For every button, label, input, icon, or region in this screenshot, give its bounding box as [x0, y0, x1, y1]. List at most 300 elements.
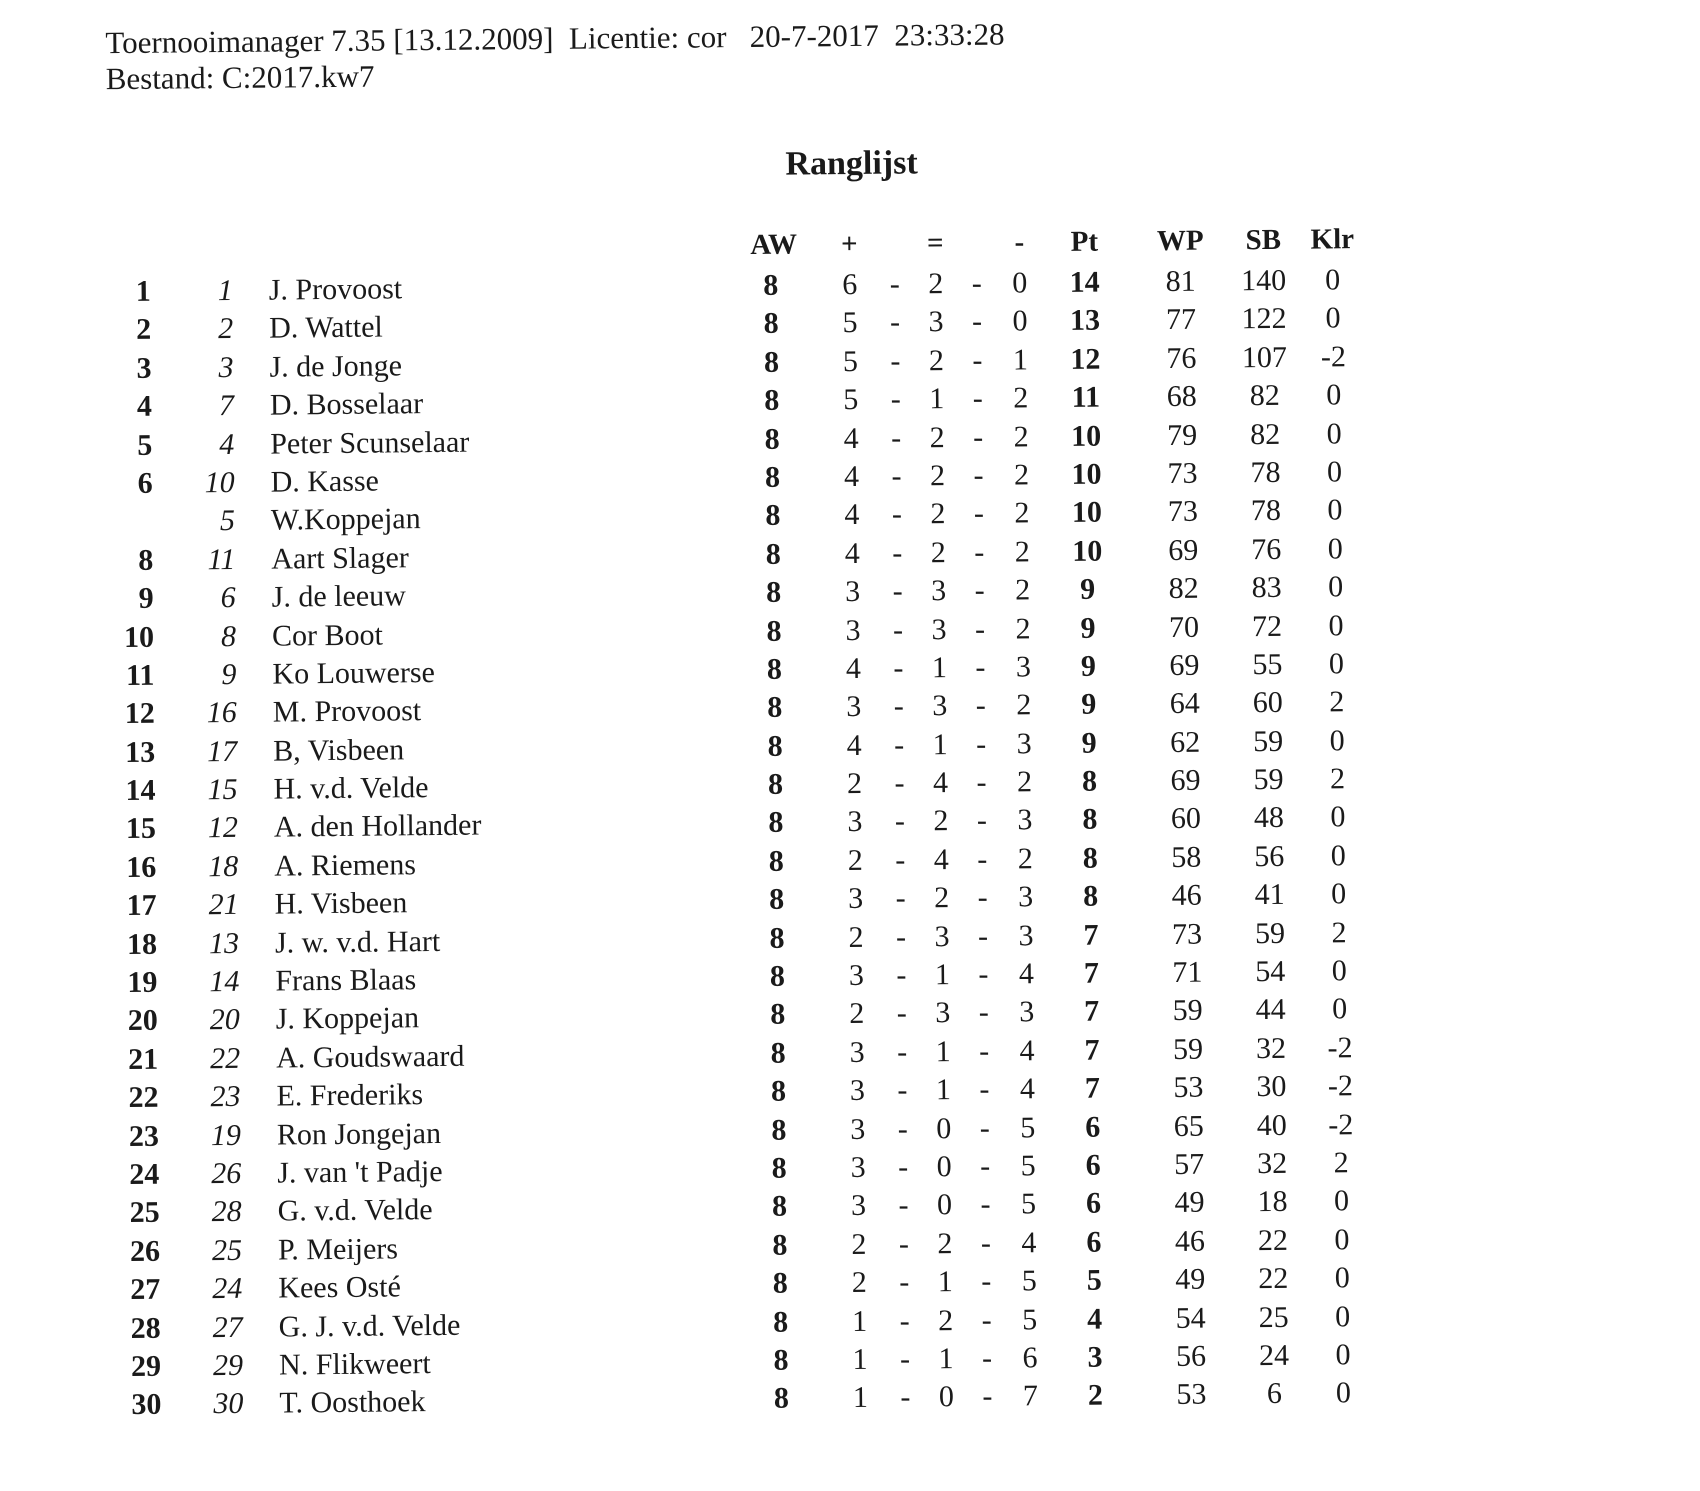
wins-cell: 4	[837, 537, 867, 571]
points-cell: 9	[1058, 649, 1118, 684]
wins-cell: 4	[837, 498, 867, 532]
sb-cell: 56	[1234, 840, 1304, 875]
separator-dash: -	[968, 651, 992, 685]
separator-dash: -	[888, 843, 912, 877]
sb-cell: 22	[1238, 1223, 1308, 1258]
previous-rank-cell: 14	[189, 965, 239, 999]
separator-dash: -	[890, 997, 914, 1031]
player-name-cell: Kees Osté	[278, 1271, 401, 1306]
separator-dash: -	[971, 958, 995, 992]
page-title: Ranglijst	[1, 137, 1700, 191]
player-name-cell: D. Kasse	[270, 464, 379, 499]
wins-cell: 3	[843, 1151, 873, 1185]
losses-cell: 1	[1005, 343, 1035, 377]
draws-cell: 3	[924, 574, 954, 608]
games-played-cell: 8	[755, 768, 795, 802]
games-played-cell: 8	[754, 576, 794, 610]
separator-dash: -	[885, 536, 909, 570]
losses-cell: 2	[1006, 381, 1036, 415]
rank-cell: 2	[103, 313, 151, 347]
draws-cell: 1	[925, 728, 955, 762]
draws-cell: 1	[922, 382, 952, 416]
previous-rank-cell: 7	[184, 389, 234, 423]
separator-dash: -	[973, 1150, 997, 1184]
sb-cell: 140	[1229, 264, 1299, 299]
wins-cell: 2	[844, 1266, 874, 1300]
rank-cell: 8	[105, 543, 153, 577]
column-header-aw: AW	[750, 229, 790, 262]
previous-rank-cell: 25	[192, 1234, 242, 1268]
rank-cell: 25	[111, 1196, 159, 1230]
separator-dash: -	[889, 920, 913, 954]
rank-cell: 11	[106, 659, 154, 693]
rank-cell: 12	[107, 697, 155, 731]
points-cell: 13	[1055, 304, 1115, 339]
losses-cell: 6	[1015, 1341, 1045, 1375]
player-name-cell: B, Visbeen	[273, 733, 404, 768]
previous-rank-cell: 23	[190, 1080, 240, 1114]
losses-cell: 4	[1014, 1226, 1044, 1260]
separator-dash: -	[969, 727, 993, 761]
wp-cell: 64	[1155, 687, 1215, 722]
wp-cell: 69	[1154, 648, 1214, 683]
separator-dash: -	[973, 1111, 997, 1145]
draws-cell: 0	[931, 1380, 961, 1414]
draws-cell: 2	[922, 421, 952, 455]
klr-cell: 0	[1309, 954, 1369, 989]
sb-cell: 22	[1238, 1262, 1308, 1297]
games-played-cell: 8	[759, 1152, 799, 1186]
klr-cell: 2	[1307, 685, 1367, 720]
draws-cell: 2	[921, 267, 951, 301]
column-header-wins: +	[834, 228, 864, 261]
separator-dash: -	[966, 382, 990, 416]
klr-cell: 0	[1308, 801, 1368, 836]
losses-cell: 3	[1011, 919, 1041, 953]
klr-cell: 0	[1306, 609, 1366, 644]
points-cell: 6	[1063, 1187, 1123, 1222]
draws-cell: 3	[928, 996, 958, 1030]
sb-cell: 82	[1230, 379, 1300, 414]
sb-cell: 83	[1232, 571, 1302, 606]
previous-rank-cell: 29	[193, 1349, 243, 1383]
points-cell: 10	[1057, 534, 1117, 569]
separator-dash: -	[893, 1342, 917, 1376]
klr-cell: 0	[1312, 1261, 1372, 1296]
klr-cell: 2	[1311, 1146, 1371, 1181]
draws-cell: 4	[925, 766, 955, 800]
points-cell: 7	[1061, 918, 1121, 953]
rank-cell: 17	[109, 889, 157, 923]
separator-dash: -	[973, 1188, 997, 1222]
separator-dash: -	[967, 497, 991, 531]
previous-rank-cell: 20	[190, 1003, 240, 1037]
separator-dash: -	[883, 306, 907, 340]
losses-cell: 5	[1014, 1264, 1044, 1298]
losses-cell: 3	[1008, 650, 1038, 684]
points-cell: 12	[1055, 342, 1115, 377]
previous-rank-cell: 19	[191, 1118, 241, 1152]
sb-cell: 82	[1230, 417, 1300, 452]
sb-cell: 30	[1236, 1070, 1306, 1105]
player-name-cell: Ron Jongejan	[277, 1117, 441, 1153]
wp-cell: 56	[1161, 1339, 1221, 1374]
sb-cell: 107	[1229, 340, 1299, 375]
wp-cell: 76	[1151, 341, 1211, 376]
separator-dash: -	[889, 958, 913, 992]
rank-cell: 18	[109, 927, 157, 961]
draws-cell: 1	[928, 1035, 958, 1069]
klr-cell: -2	[1311, 1108, 1371, 1143]
separator-dash: -	[884, 421, 908, 455]
losses-cell: 5	[1013, 1188, 1043, 1222]
separator-dash: -	[887, 728, 911, 762]
wp-cell: 73	[1153, 495, 1213, 530]
wins-cell: 3	[839, 690, 869, 724]
wins-cell: 4	[838, 652, 868, 686]
sb-cell: 76	[1231, 532, 1301, 567]
losses-cell: 5	[1013, 1149, 1043, 1183]
klr-cell: 0	[1303, 301, 1363, 336]
draws-cell: 2	[923, 497, 953, 531]
rank-cell: 9	[106, 582, 154, 616]
separator-dash: -	[970, 881, 994, 915]
player-name-cell: D. Bosselaar	[270, 387, 424, 422]
draws-cell: 3	[927, 920, 957, 954]
player-name-cell: H. Visbeen	[274, 887, 407, 922]
draws-cell: 0	[929, 1112, 959, 1146]
wp-cell: 62	[1155, 725, 1215, 760]
separator-dash: -	[972, 1034, 996, 1068]
games-played-cell: 8	[761, 1305, 801, 1339]
wins-cell: 3	[843, 1112, 873, 1146]
rank-cell: 5	[104, 428, 152, 462]
losses-cell: 2	[1008, 612, 1038, 646]
draws-cell: 3	[921, 305, 951, 339]
points-cell: 3	[1065, 1340, 1125, 1375]
games-played-cell: 8	[751, 269, 791, 303]
games-played-cell: 8	[759, 1113, 799, 1147]
separator-dash: -	[892, 1227, 916, 1261]
wins-cell: 2	[842, 997, 872, 1031]
wp-cell: 54	[1161, 1301, 1221, 1336]
header-program-line: Toernooimanager 7.35 [13.12.2009] Licentie: cor 20-7-2017 23:33:28	[105, 17, 1005, 62]
klr-cell: 0	[1305, 532, 1365, 567]
games-played-cell: 8	[754, 652, 794, 686]
separator-dash: -	[887, 690, 911, 724]
player-name-cell: J. Koppejan	[276, 1002, 420, 1037]
klr-cell: 0	[1306, 570, 1366, 605]
losses-cell: 2	[1007, 497, 1037, 531]
wins-cell: 6	[835, 268, 865, 302]
player-name-cell: P. Meijers	[278, 1232, 398, 1267]
wins-cell: 3	[838, 575, 868, 609]
previous-rank-cell: 15	[187, 773, 237, 807]
separator-dash: -	[884, 383, 908, 417]
sb-cell: 54	[1235, 955, 1305, 990]
previous-rank-cell: 16	[187, 696, 237, 730]
sb-cell: 32	[1236, 1031, 1306, 1066]
wins-cell: 3	[842, 1036, 872, 1070]
previous-rank-cell: 30	[193, 1387, 243, 1421]
games-played-cell: 8	[761, 1382, 801, 1416]
draws-cell: 0	[929, 1188, 959, 1222]
wins-cell: 2	[840, 844, 870, 878]
sb-cell: 41	[1234, 878, 1304, 913]
player-name-cell: J. de Jonge	[269, 349, 402, 384]
wp-cell: 69	[1153, 533, 1213, 568]
points-cell: 10	[1056, 457, 1116, 492]
losses-cell: 0	[1005, 305, 1035, 339]
separator-dash: -	[885, 498, 909, 532]
points-cell: 5	[1064, 1264, 1124, 1299]
klr-cell: 0	[1308, 877, 1368, 912]
losses-cell: 4	[1012, 1034, 1042, 1068]
separator-dash: -	[972, 996, 996, 1030]
klr-cell: 0	[1312, 1223, 1372, 1258]
draws-cell: 1	[930, 1265, 960, 1299]
points-cell: 6	[1064, 1225, 1124, 1260]
losses-cell: 2	[1006, 420, 1036, 454]
rank-cell: 30	[113, 1388, 161, 1422]
draws-cell: 4	[926, 843, 956, 877]
rank-cell: 3	[103, 352, 151, 386]
games-played-cell: 8	[752, 422, 792, 456]
wins-cell: 1	[845, 1381, 875, 1415]
separator-dash: -	[893, 1304, 917, 1338]
klr-cell: 0	[1305, 493, 1365, 528]
wp-cell: 59	[1158, 1032, 1218, 1067]
wp-cell: 46	[1156, 879, 1216, 914]
points-cell: 9	[1058, 573, 1118, 608]
previous-rank-cell: 2	[183, 312, 233, 346]
previous-rank-cell: 21	[188, 888, 238, 922]
separator-dash: -	[968, 612, 992, 646]
sb-cell: 48	[1234, 801, 1304, 836]
sb-cell: 32	[1237, 1147, 1307, 1182]
sb-cell: 44	[1236, 993, 1306, 1028]
draws-cell: 3	[925, 689, 955, 723]
klr-cell: 0	[1303, 263, 1363, 298]
games-played-cell: 8	[754, 614, 794, 648]
wins-cell: 1	[845, 1343, 875, 1377]
wp-cell: 77	[1151, 303, 1211, 338]
previous-rank-cell: 3	[183, 351, 233, 385]
games-played-cell: 8	[760, 1228, 800, 1262]
losses-cell: 2	[1009, 689, 1039, 723]
separator-dash: -	[975, 1380, 999, 1414]
games-played-cell: 8	[752, 461, 792, 495]
draws-cell: 1	[927, 958, 957, 992]
wp-cell: 49	[1160, 1263, 1220, 1298]
klr-cell: 0	[1313, 1300, 1373, 1335]
losses-cell: 5	[1013, 1111, 1043, 1145]
player-name-cell: A. Goudswaard	[276, 1040, 465, 1076]
separator-dash: -	[970, 843, 994, 877]
player-name-cell: M. Provoost	[273, 694, 422, 729]
separator-dash: -	[890, 1074, 914, 1108]
separator-dash: -	[883, 344, 907, 378]
wp-cell: 79	[1152, 418, 1212, 453]
separator-dash: -	[886, 613, 910, 647]
column-header-sb: SB	[1228, 224, 1298, 258]
player-name-cell: J. w. v.d. Hart	[275, 925, 441, 961]
separator-dash: -	[886, 651, 910, 685]
previous-rank-cell: 27	[193, 1310, 243, 1344]
player-name-cell: J. Provoost	[269, 272, 403, 307]
draws-cell: 0	[929, 1150, 959, 1184]
klr-cell: 2	[1309, 916, 1369, 951]
draws-cell: 2	[926, 881, 956, 915]
previous-rank-cell: 13	[189, 927, 239, 961]
points-cell: 9	[1059, 688, 1119, 723]
klr-cell: 0	[1313, 1376, 1373, 1411]
draws-cell: 2	[931, 1304, 961, 1338]
sb-cell: 60	[1233, 686, 1303, 721]
player-name-cell: Ko Louwerse	[272, 656, 435, 692]
klr-cell: 0	[1307, 724, 1367, 759]
separator-dash: -	[968, 574, 992, 608]
klr-cell: -2	[1303, 340, 1363, 375]
klr-cell: 0	[1310, 992, 1370, 1027]
separator-dash: -	[970, 804, 994, 838]
klr-cell: 0	[1313, 1338, 1373, 1373]
player-name-cell: T. Oosthoek	[279, 1385, 425, 1420]
rank-cell: 10	[106, 620, 154, 654]
losses-cell: 2	[1010, 842, 1040, 876]
draws-cell: 2	[922, 459, 952, 493]
draws-cell: 1	[924, 651, 954, 685]
separator-dash: -	[965, 267, 989, 301]
sb-cell: 122	[1229, 302, 1299, 337]
sb-cell: 59	[1235, 916, 1305, 951]
points-cell: 14	[1055, 265, 1115, 300]
wins-cell: 4	[839, 729, 869, 763]
games-played-cell: 8	[756, 806, 796, 840]
wins-cell: 4	[836, 421, 866, 455]
separator-dash: -	[966, 459, 990, 493]
document-header	[105, 17, 1005, 98]
rank-cell: 6	[104, 467, 152, 501]
draws-cell: 2	[923, 536, 953, 570]
wp-cell: 68	[1152, 380, 1212, 415]
wp-cell: 73	[1152, 456, 1212, 491]
points-cell: 9	[1058, 611, 1118, 646]
separator-dash: -	[884, 459, 908, 493]
wp-cell: 57	[1159, 1147, 1219, 1182]
rank-cell: 13	[107, 735, 155, 769]
points-cell: 10	[1057, 496, 1117, 531]
previous-rank-cell: 9	[186, 658, 236, 692]
wp-cell: 69	[1155, 764, 1215, 799]
points-cell: 6	[1063, 1110, 1123, 1145]
separator-dash: -	[891, 1150, 915, 1184]
draws-cell: 2	[930, 1227, 960, 1261]
separator-dash: -	[892, 1266, 916, 1300]
previous-rank-cell: 4	[184, 427, 234, 461]
previous-rank-cell: 17	[187, 735, 237, 769]
column-header-klr: Klr	[1302, 223, 1362, 257]
rank-cell: 15	[108, 812, 156, 846]
previous-rank-cell: 18	[188, 850, 238, 884]
klr-cell: 0	[1304, 455, 1364, 490]
losses-cell: 2	[1007, 535, 1037, 569]
separator-dash: -	[965, 343, 989, 377]
rank-cell: 28	[113, 1311, 161, 1345]
games-played-cell: 8	[758, 998, 798, 1032]
standings-table	[2, 220, 1700, 1428]
rank-cell: 21	[110, 1043, 158, 1077]
column-header-draws: =	[920, 227, 950, 260]
wp-cell: 46	[1160, 1224, 1220, 1259]
losses-cell: 4	[1011, 957, 1041, 991]
wins-cell: 3	[842, 1074, 872, 1108]
wp-cell: 60	[1156, 802, 1216, 837]
games-played-cell: 8	[757, 921, 797, 955]
player-name-cell: A. den Hollander	[274, 809, 482, 845]
separator-dash: -	[969, 689, 993, 723]
klr-cell: 0	[1306, 647, 1366, 682]
losses-cell: 3	[1010, 804, 1040, 838]
player-name-cell: G. v.d. Velde	[277, 1193, 432, 1228]
separator-dash: -	[969, 766, 993, 800]
wp-cell: 71	[1157, 956, 1217, 991]
sb-cell: 72	[1232, 609, 1302, 644]
points-cell: 8	[1060, 803, 1120, 838]
wp-cell: 53	[1161, 1378, 1221, 1413]
draws-cell: 2	[926, 804, 956, 838]
previous-rank-cell: 8	[186, 619, 236, 653]
sb-cell: 18	[1237, 1185, 1307, 1220]
rank-cell: 26	[112, 1234, 160, 1268]
wp-cell: 49	[1159, 1186, 1219, 1221]
player-name-cell: N. Flikweert	[279, 1347, 431, 1382]
separator-dash: -	[966, 420, 990, 454]
player-name-cell: A. Riemens	[274, 848, 416, 883]
wins-cell: 3	[840, 882, 870, 916]
draws-cell: 1	[928, 1073, 958, 1107]
losses-cell: 2	[1008, 573, 1038, 607]
draws-cell: 1	[931, 1342, 961, 1376]
separator-dash: -	[971, 919, 995, 953]
rank-cell: 20	[110, 1004, 158, 1038]
klr-cell: 2	[1307, 762, 1367, 797]
player-name-cell: D. Wattel	[269, 311, 383, 346]
wp-cell: 81	[1151, 265, 1211, 300]
wp-cell: 58	[1156, 840, 1216, 875]
separator-dash: -	[883, 267, 907, 301]
points-cell: 4	[1065, 1302, 1125, 1337]
rank-cell: 24	[111, 1158, 159, 1192]
games-played-cell: 8	[759, 1190, 799, 1224]
column-header-pt: Pt	[1054, 225, 1114, 259]
games-played-cell: 8	[757, 960, 797, 994]
losses-cell: 4	[1012, 1072, 1042, 1106]
games-played-cell: 8	[758, 1036, 798, 1070]
rank-cell: 14	[107, 774, 155, 808]
sb-cell: 78	[1230, 456, 1300, 491]
previous-rank-cell: 22	[190, 1042, 240, 1076]
separator-dash: -	[890, 1035, 914, 1069]
wins-cell: 5	[835, 345, 865, 379]
games-played-cell: 8	[760, 1267, 800, 1301]
wp-cell: 73	[1157, 917, 1217, 952]
previous-rank-cell: 11	[185, 543, 235, 577]
wins-cell: 2	[841, 920, 871, 954]
losses-cell: 3	[1010, 880, 1040, 914]
wins-cell: 3	[840, 805, 870, 839]
klr-cell: -2	[1310, 1069, 1370, 1104]
